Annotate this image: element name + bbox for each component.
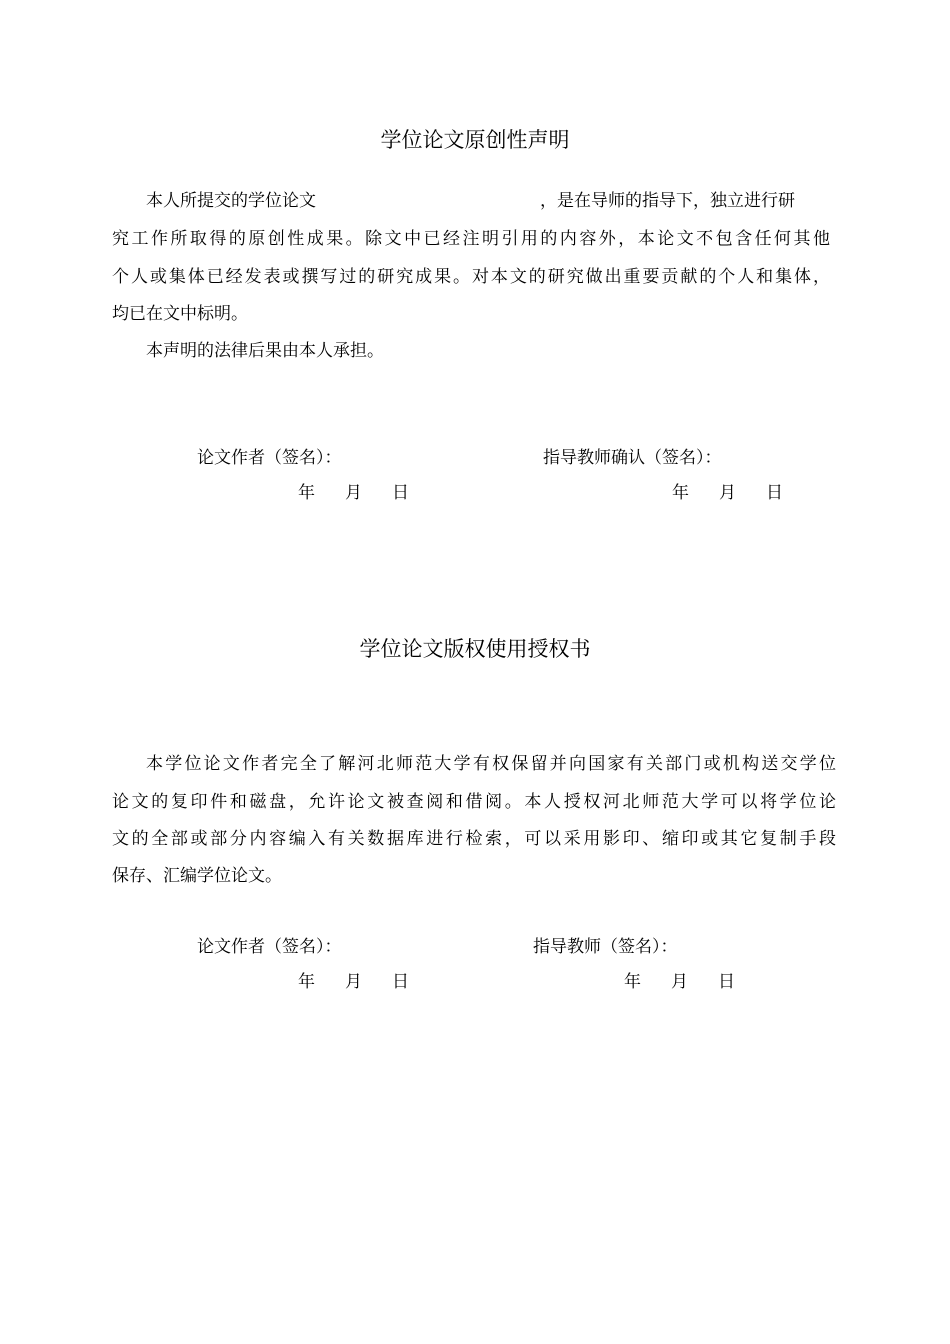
declaration-author-signature-label: 论文作者（签名）：	[197, 448, 342, 468]
authorization-author-signature-label: 论文作者（签名）：	[197, 937, 342, 957]
declaration-line-2: 究工作所取得的原创性成果。除文中已经注明引用的内容外，本论文不包含任何其他	[112, 229, 830, 249]
authorization-author-date	[298, 971, 409, 993]
date-year: 年	[298, 483, 315, 503]
authorization-advisor-date	[624, 971, 735, 993]
declaration-line-1-right: ，是在导师的指导下，独立进行研	[540, 191, 795, 211]
date-year: 年	[672, 483, 689, 503]
declaration-advisor-date	[672, 482, 783, 504]
declaration-line-3: 个人或集体已经发表或撰写过的研究成果。对本文的研究做出重要贡献的个人和集体，	[112, 267, 830, 287]
authorization-advisor-signature-label: 指导教师（签名）：	[533, 937, 678, 957]
date-month: 月	[345, 972, 362, 992]
authorization-line-3: 文的全部或部分内容编入有关数据库进行检索，可以采用影印、缩印或其它复制手段	[112, 829, 836, 849]
authorization-title: 学位论文版权使用授权书	[359, 637, 591, 661]
date-month: 月	[345, 483, 362, 503]
authorization-line-2: 论文的复印件和磁盘，允许论文被查阅和借阅。本人授权河北师范大学可以将学位论	[112, 792, 836, 812]
date-year: 年	[298, 972, 315, 992]
date-day: 日	[392, 483, 409, 503]
declaration-line-5: 本声明的法律后果由本人承担。	[146, 341, 384, 361]
date-month: 月	[671, 972, 688, 992]
date-year: 年	[624, 972, 641, 992]
authorization-line-1: 本学位论文作者完全了解河北师范大学有权保留并向国家有关部门或机构送交学位	[146, 754, 836, 774]
date-day: 日	[766, 483, 783, 503]
authorization-line-4: 保存、汇编学位论文。	[112, 866, 282, 886]
date-day: 日	[718, 972, 735, 992]
declaration-line-1-left: 本人所提交的学位论文	[146, 191, 316, 211]
declaration-line-4: 均已在文中标明。	[112, 304, 248, 324]
declaration-title: 学位论文原创性声明	[380, 128, 570, 152]
date-month: 月	[719, 483, 736, 503]
declaration-author-date	[298, 482, 409, 504]
declaration-advisor-signature-label: 指导教师确认（签名）：	[543, 448, 722, 468]
date-day: 日	[392, 972, 409, 992]
